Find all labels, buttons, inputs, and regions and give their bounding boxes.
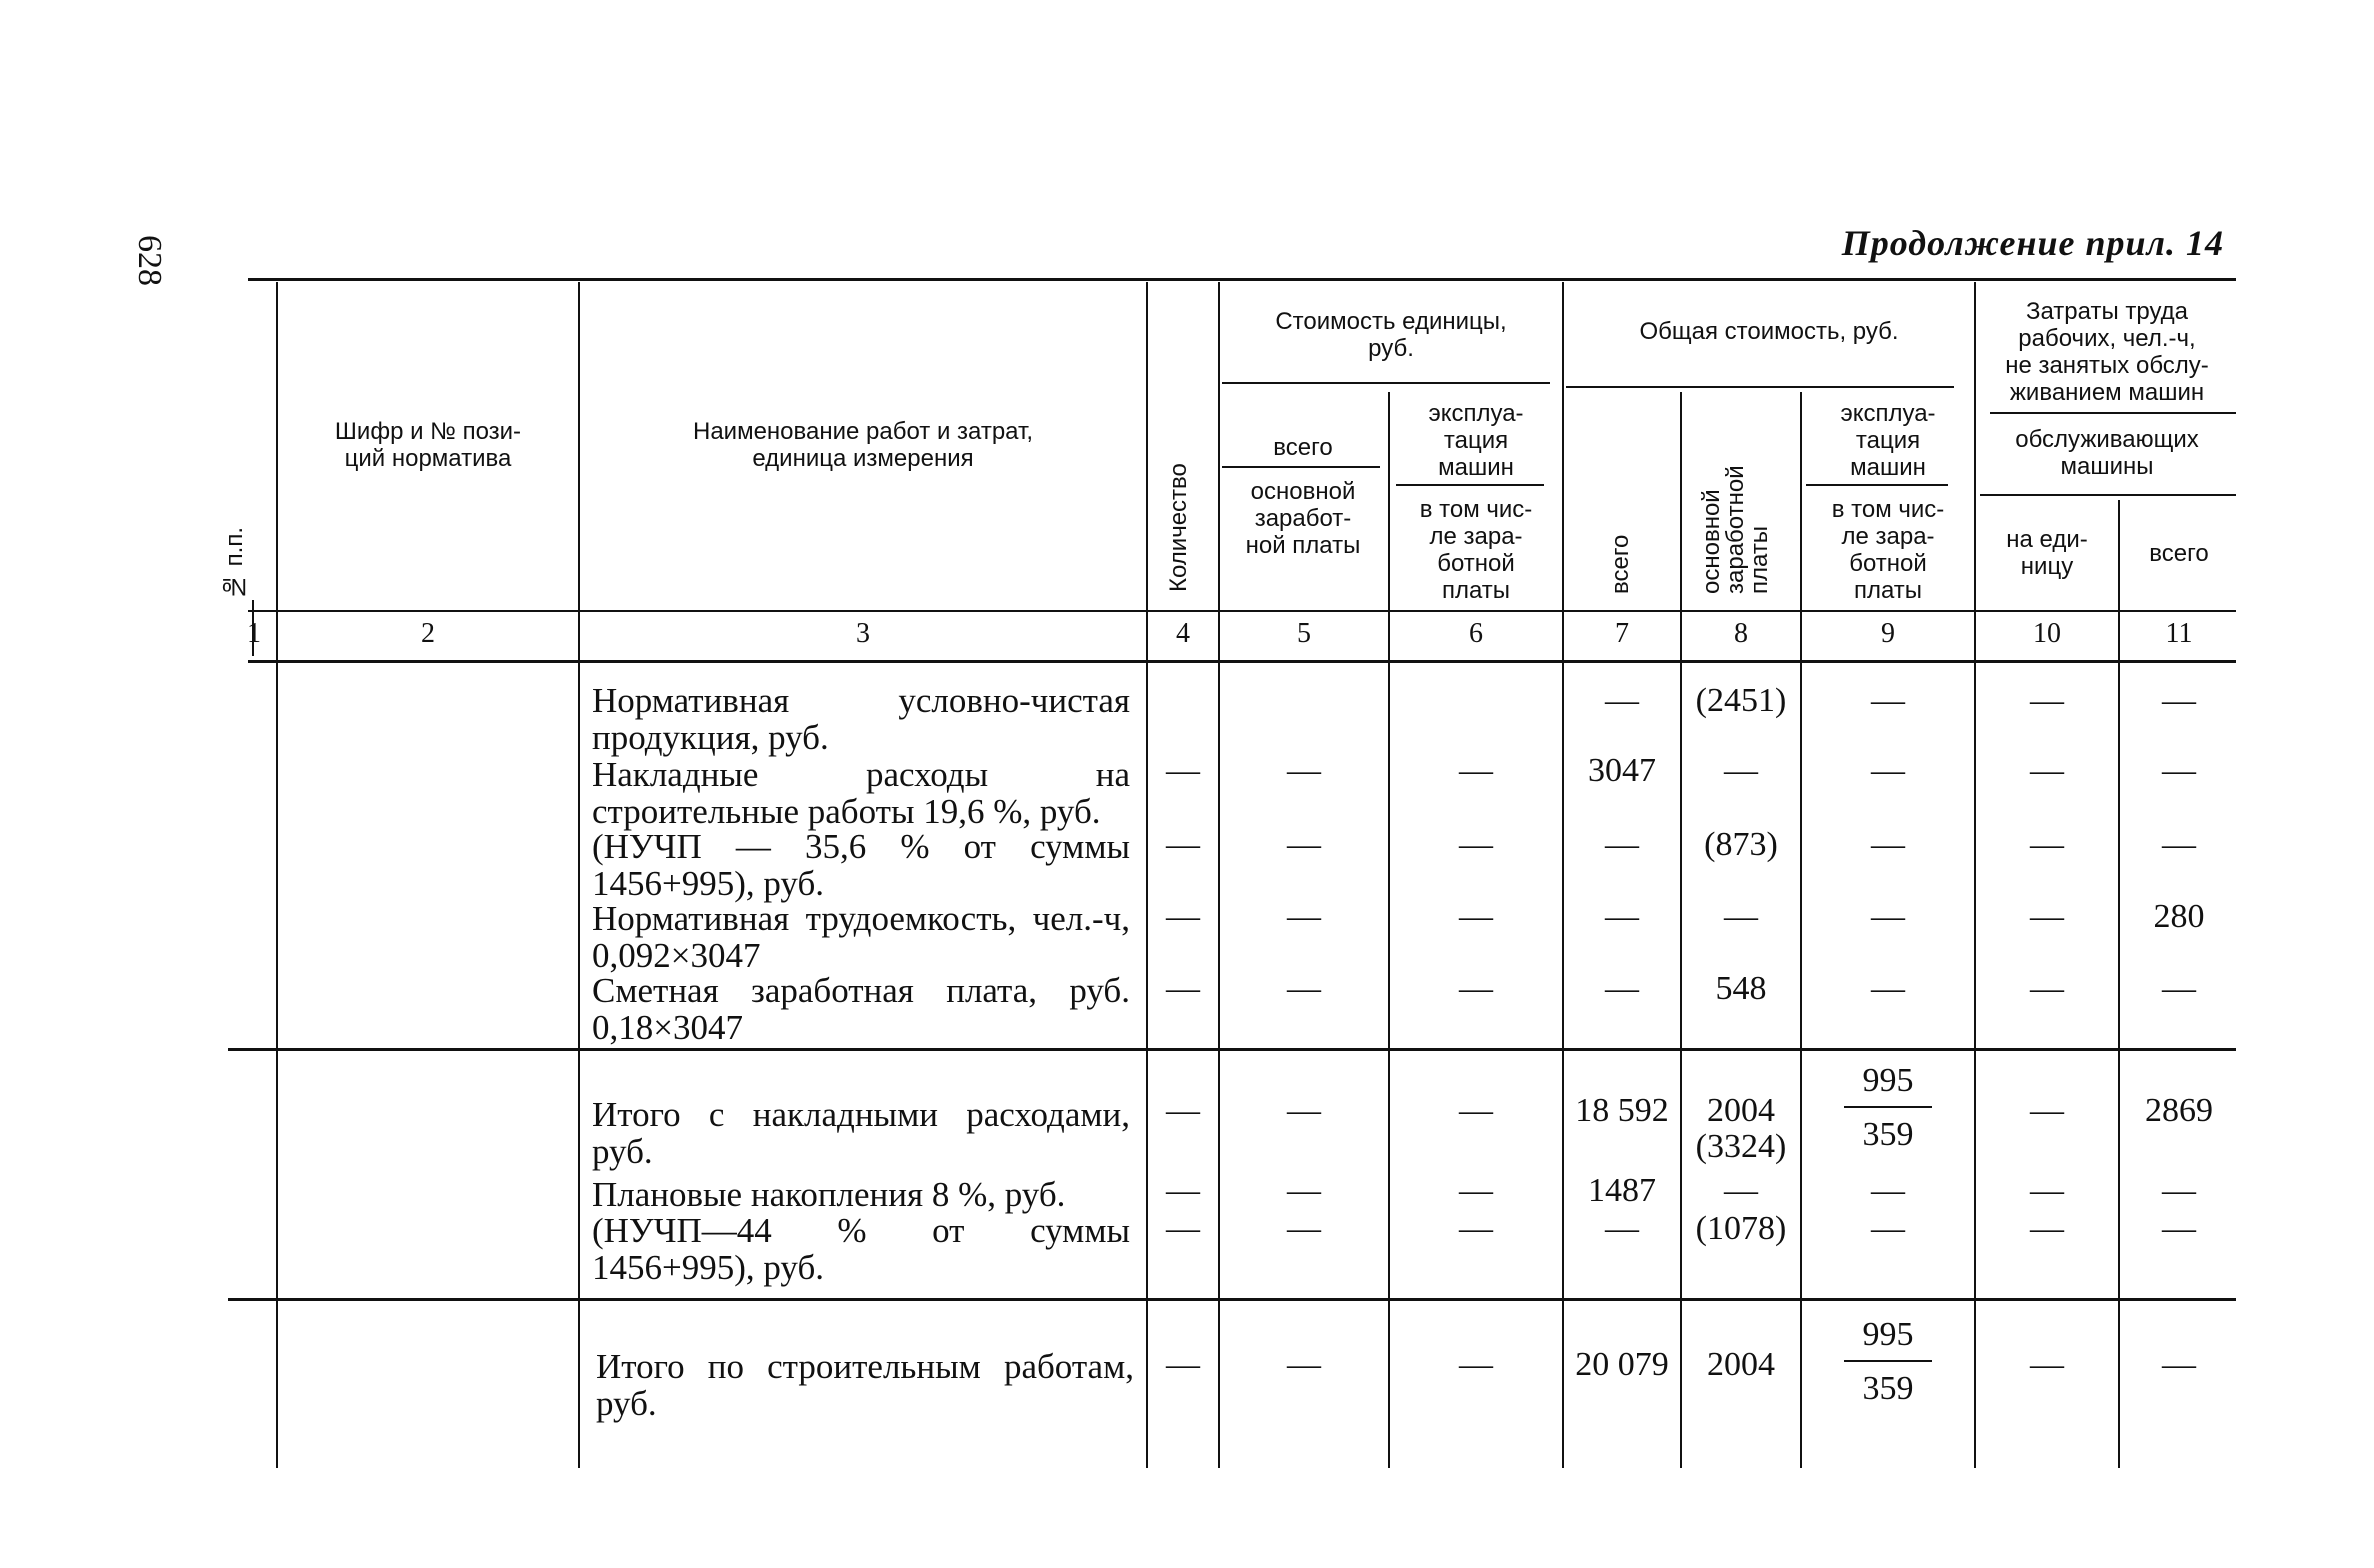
labor-rule bbox=[1990, 412, 2236, 414]
cell-labor-total: 280 bbox=[2153, 898, 2205, 935]
cell-total-machines: $\frac{995}{359}$ bbox=[1844, 1316, 1932, 1408]
cell-total-wages-secondary: (3324) bbox=[1695, 1128, 1787, 1165]
cell-total-wages: 2004 bbox=[1707, 1346, 1775, 1383]
cell-total: 3047 bbox=[1588, 752, 1656, 789]
cell-total: 1487 bbox=[1588, 1172, 1656, 1209]
row-description: (НУЧП—44 % от суммы 1456+995), руб. bbox=[592, 1211, 1130, 1287]
cell-total-wages: (873) bbox=[1704, 826, 1778, 863]
cell-total-machines: — bbox=[1871, 898, 1905, 935]
cell-unit-total: — bbox=[1287, 898, 1321, 935]
col-number-rule-top bbox=[248, 610, 2236, 612]
cell-unit-machines: — bbox=[1459, 1346, 1493, 1383]
vline-7 bbox=[1680, 392, 1682, 1468]
unit-cost-rule bbox=[1222, 382, 1550, 384]
vline-6 bbox=[1562, 282, 1564, 1468]
vline-8 bbox=[1800, 392, 1802, 1468]
cell-total-machines: — bbox=[1871, 826, 1905, 863]
cell-labor-per-unit: — bbox=[2030, 1172, 2064, 1209]
header-c8-wages: основной заработной платы bbox=[1698, 465, 1773, 594]
header-total-cost: Общая стоимость, руб. bbox=[1639, 318, 1899, 345]
col-number: 3 bbox=[856, 618, 870, 649]
table-top-rule bbox=[248, 278, 2236, 281]
block2-rule bbox=[228, 1298, 2236, 1301]
cell-total-machines: $\frac{995}{359}$ bbox=[1844, 1062, 1932, 1154]
row-description: Плановые накопления 8 %, руб. bbox=[592, 1175, 1066, 1214]
cell-labor-total: — bbox=[2162, 1210, 2196, 1247]
col-number: 9 bbox=[1881, 618, 1895, 649]
header-labor: Затраты труда рабочих, чел.-ч, не занятых обслу- живанием машин bbox=[2005, 298, 2209, 406]
total-cost-rule bbox=[1566, 386, 1954, 388]
vline-9 bbox=[1974, 282, 1976, 1468]
col-number: 4 bbox=[1176, 618, 1190, 649]
block1-rule bbox=[228, 1048, 2236, 1051]
header-c5-wages: основной заработ- ной платы bbox=[1245, 478, 1361, 559]
cell-unit-machines: — bbox=[1459, 970, 1493, 1007]
cell-unit-machines: — bbox=[1459, 1210, 1493, 1247]
header-code: Шифр и № пози- ций норматива bbox=[334, 418, 522, 472]
cell-total: 20 079 bbox=[1575, 1346, 1669, 1383]
cell-unit-machines: — bbox=[1459, 898, 1493, 935]
col-number: 2 bbox=[421, 618, 435, 649]
cell-unit-machines: — bbox=[1459, 1092, 1493, 1129]
cell-quantity: — bbox=[1166, 970, 1200, 1007]
row-description: Итого с накладными расходами, руб. bbox=[592, 1095, 1130, 1171]
header-c7-total: всего bbox=[1607, 534, 1634, 594]
cell-labor-per-unit: — bbox=[2030, 898, 2064, 935]
cell-unit-total: — bbox=[1287, 970, 1321, 1007]
c9-split bbox=[1806, 484, 1948, 486]
header-unit-cost: Стоимость единицы, руб. bbox=[1275, 308, 1507, 362]
col-number: 6 bbox=[1469, 618, 1483, 649]
row-description: Нормативная трудоемкость, чел.-ч, 0,092×3047 bbox=[592, 899, 1130, 975]
row-description: Итого по строительным работам, руб. bbox=[596, 1347, 1134, 1423]
cell-unit-total: — bbox=[1287, 826, 1321, 863]
cell-total-machines: — bbox=[1871, 752, 1905, 789]
cell-quantity: — bbox=[1166, 826, 1200, 863]
header-labor-sub: обслуживающих машины bbox=[2015, 426, 2199, 480]
header-description: Наименование работ и затрат, единица измерения bbox=[692, 418, 1034, 472]
header-c9-wages: в том чис- ле зара- ботной платы bbox=[1831, 496, 1945, 604]
header-c6-wages: в том чис- ле зара- ботной платы bbox=[1419, 496, 1533, 604]
cell-total-wages: 2004 bbox=[1707, 1092, 1775, 1129]
cell-unit-total: — bbox=[1287, 1092, 1321, 1129]
header-c5-total: всего bbox=[1273, 434, 1333, 461]
cell-labor-per-unit: — bbox=[2030, 970, 2064, 1007]
cell-unit-machines: — bbox=[1459, 1172, 1493, 1209]
cell-labor-total: — bbox=[2162, 826, 2196, 863]
cell-unit-total: — bbox=[1287, 752, 1321, 789]
cell-total-wages: — bbox=[1724, 752, 1758, 789]
col-number: 8 bbox=[1734, 618, 1748, 649]
header-c6-machines: эксплуа- тация машин bbox=[1428, 400, 1524, 481]
col-number: 7 bbox=[1615, 618, 1629, 649]
cell-unit-machines: — bbox=[1459, 752, 1493, 789]
row-description: Нормативная условно-чистая продукция, руб. bbox=[592, 681, 1130, 757]
cell-total-wages: (2451) bbox=[1695, 682, 1787, 719]
header-quantity: Количество bbox=[1165, 463, 1192, 592]
cell-quantity: — bbox=[1166, 1092, 1200, 1129]
cell-total-wages: — bbox=[1724, 898, 1758, 935]
cell-total-machines: — bbox=[1871, 682, 1905, 719]
cell-total: — bbox=[1605, 826, 1639, 863]
cell-labor-per-unit: — bbox=[2030, 1346, 2064, 1383]
cell-quantity: — bbox=[1166, 1346, 1200, 1383]
header-row-number: № п.п. bbox=[221, 527, 248, 600]
row-description: (НУЧП — 35,6 % от суммы 1456+995), руб. bbox=[592, 827, 1130, 903]
page-number: 628 bbox=[131, 235, 168, 286]
cell-quantity: — bbox=[1166, 1210, 1200, 1247]
col-number: 1 bbox=[247, 618, 261, 649]
cell-total-wages: (1078) bbox=[1695, 1210, 1787, 1247]
cell-labor-total: — bbox=[2162, 970, 2196, 1007]
continuation-title: Продолжение прил. 14 bbox=[1841, 223, 2224, 263]
labor-sub-rule bbox=[1980, 494, 2236, 496]
header-bottom-rule bbox=[248, 660, 2236, 663]
cell-total: — bbox=[1605, 1210, 1639, 1247]
header-c11-total: всего bbox=[2149, 540, 2209, 567]
header-c10-per-unit: на еди- ницу bbox=[2006, 526, 2088, 580]
cell-labor-per-unit: — bbox=[2030, 752, 2064, 789]
cell-quantity: — bbox=[1166, 752, 1200, 789]
cell-total-wages: — bbox=[1724, 1172, 1758, 1209]
cell-labor-total: — bbox=[2162, 682, 2196, 719]
c6-split bbox=[1396, 484, 1544, 486]
row-description: Накладные расходы на строительные работы 19,6 %, руб. bbox=[592, 755, 1130, 831]
col-number: 11 bbox=[2165, 618, 2193, 649]
cell-quantity: — bbox=[1166, 1172, 1200, 1209]
c5-split bbox=[1222, 466, 1380, 468]
cell-unit-total: — bbox=[1287, 1172, 1321, 1209]
cell-total: — bbox=[1605, 898, 1639, 935]
vline-5 bbox=[1388, 392, 1390, 1468]
cell-labor-per-unit: — bbox=[2030, 826, 2064, 863]
cell-total: — bbox=[1605, 682, 1639, 719]
cell-quantity: — bbox=[1166, 898, 1200, 935]
cell-labor-total: 2869 bbox=[2145, 1092, 2213, 1129]
cell-total-machines: — bbox=[1871, 1210, 1905, 1247]
cell-labor-per-unit: — bbox=[2030, 1210, 2064, 1247]
col-number: 10 bbox=[2033, 618, 2061, 649]
cell-unit-total: — bbox=[1287, 1210, 1321, 1247]
cell-total-wages: 548 bbox=[1715, 970, 1767, 1007]
vline-10 bbox=[2118, 500, 2120, 1468]
row-description: Сметная заработная плата, руб. 0,18×3047 bbox=[592, 971, 1130, 1047]
cell-labor-total: — bbox=[2162, 1346, 2196, 1383]
cell-total-machines: — bbox=[1871, 1172, 1905, 1209]
cell-total: 18 592 bbox=[1575, 1092, 1669, 1129]
cell-labor-total: — bbox=[2162, 1172, 2196, 1209]
vline-4 bbox=[1218, 282, 1220, 1468]
cell-labor-total: — bbox=[2162, 752, 2196, 789]
cell-labor-per-unit: — bbox=[2030, 1092, 2064, 1129]
col-number: 5 bbox=[1297, 618, 1311, 649]
header-c9-machines: эксплуа- тация машин bbox=[1840, 400, 1936, 481]
cell-total: — bbox=[1605, 970, 1639, 1007]
vline-3 bbox=[1146, 282, 1148, 1468]
cell-labor-per-unit: — bbox=[2030, 682, 2064, 719]
cell-total-machines: — bbox=[1871, 970, 1905, 1007]
cell-unit-total: — bbox=[1287, 1346, 1321, 1383]
vline-1 bbox=[276, 282, 278, 1468]
cell-unit-machines: — bbox=[1459, 826, 1493, 863]
vline-2 bbox=[578, 282, 580, 1468]
